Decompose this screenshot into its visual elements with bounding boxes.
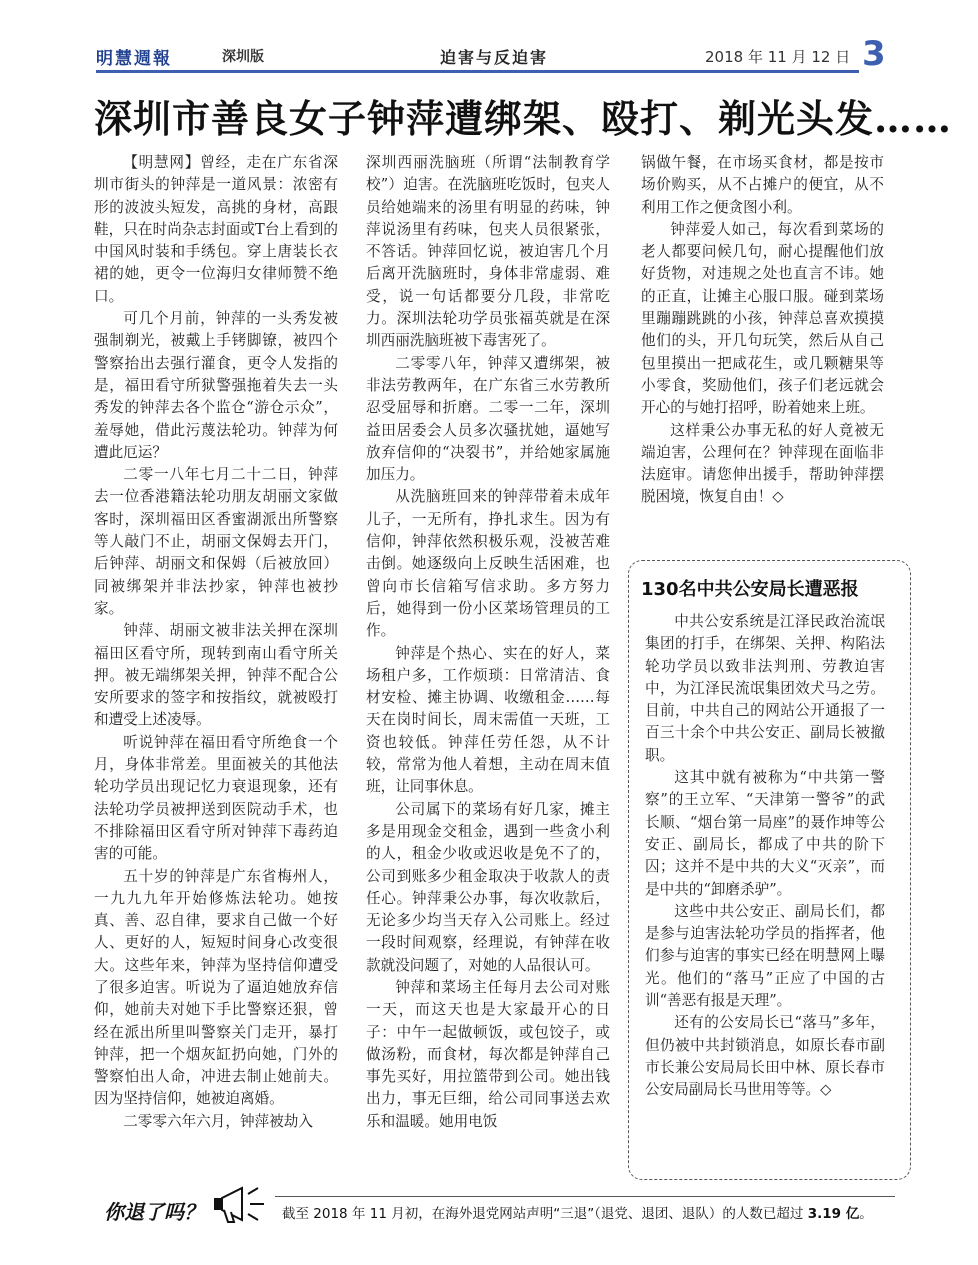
paragraph: 钟萍是个热心、实在的好人，菜场租户多，工作烦琐：日常清洁、食材安检、摊主协调、收缴租金……每天在岗时间长，周末需值一天班，工资也较低。钟萍任劳任怨，从不计较，常常为他人着想，主动在周末值班，让同事休息。	[366, 644, 610, 796]
paragraph: 还有的公安局长已“落马”多年，但仍被中共封锁消息，如原长春市副市长兼公安局局长田中林、原长春市公安局副局长马世用等等。◇	[645, 1014, 885, 1099]
paragraph: 这样秉公办事无私的好人竟被无端迫害，公理何在？钟萍现在面临非法庭审。请您伸出援手，帮助钟萍摆脱困境，恢复自由！◇	[641, 421, 884, 506]
masthead: 明慧週報	[96, 49, 172, 69]
paragraph: 深圳西丽洗脑班（所谓“法制教育学校”）迫害。在洗脑班吃饭时，包夹人员给她端来的汤里有明显的药味，钟萍说汤里有药味，包夹人员很紧张，不答话。钟萍回忆说，被迫害几个月后离开洗脑班时，身体非常虚弱、难受，说一句话都要分几段，非常吃力。深圳法轮功学员张福英就是在深圳西丽洗脑班被下毒害死了。	[366, 154, 610, 350]
page-number: 3	[862, 34, 886, 74]
paragraph: 钟萍、胡丽文被非法关押在深圳福田区看守所，现转到南山看守所关押。被无端绑架关押，钟萍不配合公安所要求的签字和按指纹，就被殴打和遭受上述凌辱。	[94, 622, 338, 729]
edition-label: 深圳版	[222, 49, 264, 65]
paragraph: 中共公安系统是江泽民政治流氓集团的打手，在绑架、关押、构陷法轮功学员以致非法判刑、劳教迫害中，为江泽民流氓集团效犬马之劳。目前，中共自己的网站公开通报了一百三十余个中共公安正、副局长被撤职。	[645, 613, 885, 764]
article-column-2	[366, 152, 610, 1133]
footer-count: 3.19 亿	[807, 1206, 860, 1222]
sidebar-body	[645, 611, 885, 1102]
paragraph: 可几个月前，钟萍的一头秀发被强制剃光，被戴上手铐脚镣，被四个警察抬出去强行灌食，更令人发指的是，福田看守所狱警强拖着失去一头秀发的钟萍去各个监仓“游仓示众”，羞辱她，借此污蔑法轮功。钟萍为何遭此厄运？	[94, 310, 338, 461]
paragraph: 钟萍和菜场主任每月去公司对账一天，而这天也是大家最开心的日子：中午一起做顿饭，或包饺子，或做汤粉，而食材，每次都是钟萍自己事先买好，用拉篮带到公司。她出钱出力，事无巨细，给公司同事送去欢乐和温暖。她用电饭	[366, 978, 610, 1130]
paragraph: 二零零六年六月，钟萍被劫入	[123, 1112, 313, 1130]
paragraph: 从洗脑班回来的钟萍带着未成年儿子，一无所有，挣扎求生。因为有信仰，钟萍依然积极乐观，没被苦难击倒。她逐级向上反映生活困难，也曾向市长信箱写信求助。多方努力后，她得到一份小区菜场管理员的工作。	[366, 488, 610, 640]
paragraph: 公司属下的菜场有好几家，摊主多是用现金交租金，遇到一些贪小利的人，租金少收或迟收是免不了的，公司到账多少租金取决于收款人的责任心。钟萍秉公办事，每次收款后，无论多少均当天存入公司账上。经过一段时间观察，经理说，有钟萍在收款就没问题了，对她的人品很认可。	[366, 800, 610, 974]
paragraph: 锅做午餐，在市场买食材，都是按市场价购买，从不占摊户的便宜，从不利用工作之便贪图小利。	[641, 154, 884, 216]
paragraph: 钟萍爱人如己，每次看到菜场的老人都要问候几句，耐心提醒他们放好货物，对违规之处也直言不讳。她的正直，让摊主心服口服。碰到菜场里蹦蹦跳跳的小孩，钟萍总喜欢摸摸他们的头，开几句玩笑，然后从自己包里摸出一把咸花生，或几颗糖果等小零食，奖励他们，孩子们老远就会开心的与她打招呼，盼着她来上班。	[641, 220, 884, 417]
footer-text-suffix: 。	[859, 1206, 873, 1222]
paragraph: 五十岁的钟萍是广东省梅州人，一九九九年开始修炼法轮功。她按真、善、忍自律，要求自己做一个好人、更好的人，短短时间身心改变很大。这些年来，钟萍为坚持信仰遭受了很多迫害。听说为了逼迫她放弃信仰，她前夫对她下手比警察还狠，曾经在派出所里叫警察关门走开，暴打钟萍，把一个烟灰缸扔向她，门外的警察怕出人命，冲进去制止她前夫。因为坚持信仰，她被迫离婚。	[94, 867, 338, 1108]
article-column-3	[641, 152, 884, 509]
footer-divider	[275, 1196, 895, 1197]
header-divider	[96, 70, 859, 73]
page-header	[0, 0, 978, 78]
footer-slogan: 你退了吗？	[104, 1200, 204, 1224]
paragraph: 【明慧网】曾经，走在广东省深圳市街头的钟萍是一道风景：浓密有形的波波头短发，高挑的身材，高跟鞋，只在时尚杂志封面或T台上看到的中国风时装和手绣包。穿上唐装长衣裙的她，更令一位海归女律师赞不绝口。	[94, 154, 338, 305]
footer-notice	[282, 1202, 873, 1222]
article-headline: 深圳市善良女子钟萍遭绑架、殴打、剃光头发……	[94, 96, 953, 141]
paragraph: 这其中就有被称为“中共第一警察”的王立军、“天津第一警爷”的武长顺、“烟台第一局座”的聂作坤等公安正、副局长，都成了中共的阶下囚；这并不是中共的大义“灭亲”，而是中共的“卸磨杀驴”。	[645, 769, 885, 898]
section-title: 迫害与反迫害	[440, 48, 549, 67]
paragraph: 二零零八年，钟萍又遭绑架，被非法劳教两年，在广东省三水劳教所忍受屈辱和折磨。二零一二年，深圳益田居委会人员多次骚扰她，逼她写放弃信仰的“决裂书”，并给她家属施加压力。	[366, 354, 610, 484]
sidebar-title: 130名中共公安局长遭恶报	[641, 579, 859, 600]
paragraph: 这些中共公安正、副局长们，都是参与迫害法轮功学员的指挥者，他们参与迫害的事实已经在明慧网上曝光。他们的“落马”正应了中国的古训“善恶有报是天理”。	[645, 902, 885, 1010]
issue-date: 2018 年 11 月 12 日	[705, 48, 851, 66]
megaphone-icon	[208, 1180, 272, 1228]
footer-text-prefix: 截至 2018 年 11 月初，在海外退党网站声明“三退”（退党、退团、退队）的人数已超过	[282, 1206, 808, 1222]
article-column-1	[94, 152, 338, 1133]
paragraph: 听说钟萍在福田看守所绝食一个月，身体非常差。里面被关的其他法轮功学员出现记忆力衰退现象，还有法轮功学员被押送到医院动手术，也不排除福田区看守所对钟萍下毒药迫害的可能。	[94, 733, 338, 863]
paragraph: 二零一八年七月二十二日，钟萍去一位香港籍法轮功朋友胡丽文家做客时，深圳福田区香蜜湖派出所警察等人敲门不止，胡丽文保姆去开门，后钟萍、胡丽文和保姆（后被放回）同被绑架并非法抄家，钟萍也被抄家。	[94, 466, 338, 617]
